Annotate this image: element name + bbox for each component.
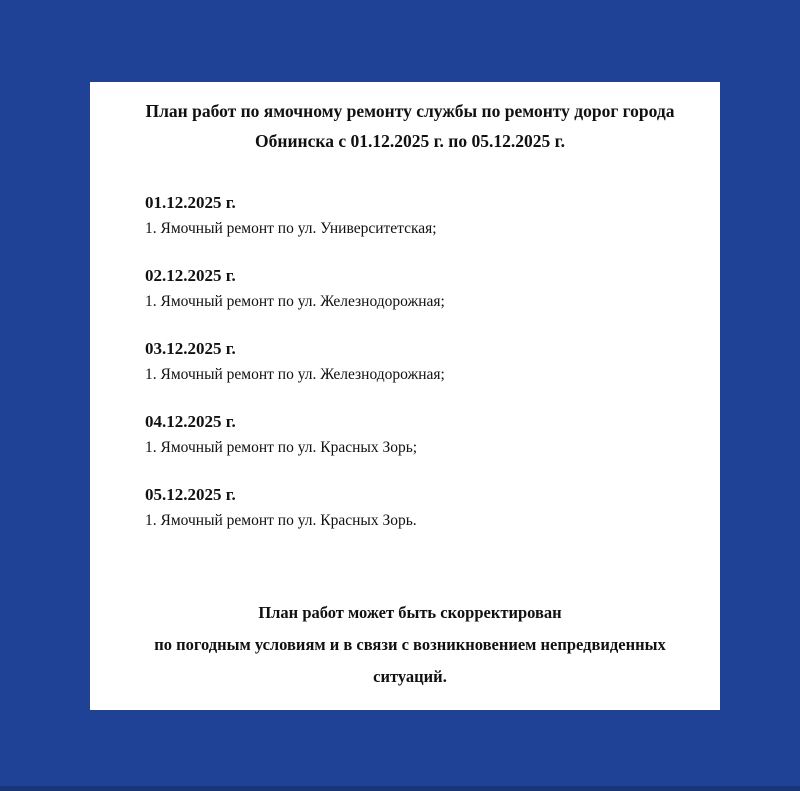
schedule-list (145, 193, 675, 531)
document-title-line-1: План работ по ямочному ремонту службы по ремонту дорог города (145, 101, 675, 121)
schedule-entry (145, 485, 675, 531)
schedule-entry (145, 339, 675, 385)
document-title-line-2: Обнинска с 01.12.2025 г. по 05.12.2025 г. (255, 131, 565, 151)
schedule-entry (145, 266, 675, 312)
schedule-entry (145, 412, 675, 458)
entry-date: 03.12.2025 г. (145, 339, 236, 358)
entry-item: 1. Ямочный ремонт по ул. Красных Зорь; (145, 439, 418, 456)
footer-note (145, 597, 675, 693)
entry-date: 05.12.2025 г. (145, 485, 236, 504)
entry-item: 1. Ямочный ремонт по ул. Красных Зорь. (145, 512, 417, 529)
entry-item: 1. Ямочный ремонт по ул. Железнодорожная; (145, 293, 445, 310)
entry-item: 1. Ямочный ремонт по ул. Железнодорожная; (145, 366, 445, 383)
entry-date: 02.12.2025 г. (145, 266, 236, 285)
image-bottom-edge (0, 786, 800, 791)
footer-note-line-3: ситуаций. (373, 667, 447, 686)
entry-date: 04.12.2025 г. (145, 412, 236, 431)
entry-date: 01.12.2025 г. (145, 193, 236, 212)
schedule-entry (145, 193, 675, 239)
entry-item: 1. Ямочный ремонт по ул. Университетская; (145, 220, 437, 237)
document-card (90, 82, 720, 710)
footer-note-line-1: План работ может быть скорректирован (258, 603, 562, 622)
document-title (145, 96, 675, 156)
footer-note-line-2: по погодным условиям и в связи с возникновением непредвиденных (154, 635, 666, 654)
